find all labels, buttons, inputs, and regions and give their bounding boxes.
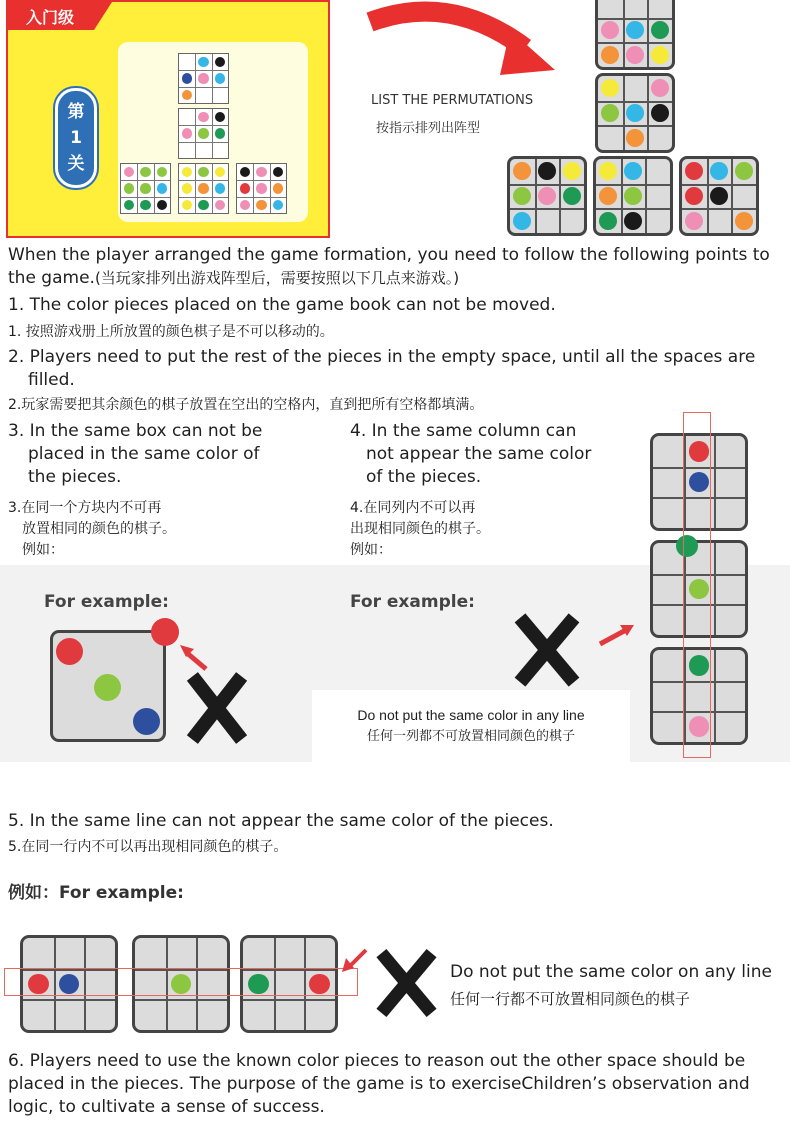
black-piece bbox=[215, 112, 225, 122]
column-highlight bbox=[683, 412, 711, 758]
rule-3-cn-c: 例如： bbox=[22, 542, 64, 558]
rule-5-example-label bbox=[8, 878, 184, 903]
yellow-piece bbox=[182, 200, 192, 210]
cyan-piece bbox=[710, 162, 728, 180]
rule-5-example-en: For example: bbox=[59, 883, 184, 903]
lime-piece bbox=[94, 674, 121, 701]
black-piece bbox=[215, 57, 225, 67]
badge-line-2: 1 bbox=[70, 128, 82, 148]
blue-piece bbox=[133, 708, 160, 735]
rule-2-en-a: 2. Players need to put the rest of the pieces in the empty space, until all the spaces are bbox=[8, 347, 756, 367]
yellow-piece bbox=[651, 46, 669, 64]
pink-piece bbox=[256, 167, 266, 177]
orange-piece bbox=[513, 162, 531, 180]
black-piece bbox=[651, 104, 669, 122]
badge-line-3: 关 bbox=[67, 154, 85, 174]
green-piece bbox=[651, 21, 669, 39]
orange-piece bbox=[273, 183, 283, 193]
pink-piece bbox=[256, 183, 266, 193]
rule-6-a: 6. Players need to use the known color pieces to reason out the other space should be bbox=[8, 1051, 746, 1071]
mini-puzzle-board bbox=[120, 163, 171, 214]
orange-piece bbox=[735, 212, 753, 230]
column-note-cn: 任何一列都不可放置相同颜色的棋子 bbox=[366, 729, 575, 744]
pink-piece bbox=[198, 112, 208, 122]
row-note-en: Do not put the same color on any line bbox=[450, 962, 772, 982]
pink-piece bbox=[124, 167, 134, 177]
pink-piece bbox=[626, 46, 644, 64]
pink-piece bbox=[198, 73, 208, 83]
rule-4-en-b: not appear the same color bbox=[366, 444, 592, 464]
permutations-subtitle: 按指示排列出阵型 bbox=[376, 121, 481, 136]
pink-piece bbox=[601, 21, 619, 39]
rule-3-en-b: placed in the same color of bbox=[28, 444, 260, 464]
green-piece bbox=[124, 200, 134, 210]
cyan-piece bbox=[215, 73, 225, 83]
lime-piece bbox=[735, 162, 753, 180]
cross-mark-icon-column bbox=[508, 612, 588, 688]
yellow-piece bbox=[182, 183, 192, 193]
red-pointer-arrow bbox=[178, 643, 210, 675]
mini-puzzle-board bbox=[178, 53, 229, 104]
cyan-piece bbox=[215, 183, 225, 193]
lime-piece bbox=[124, 183, 134, 193]
green-piece bbox=[599, 212, 617, 230]
rule-5-cn: 5.在同一行内不可以再出现相同颜色的棋子。 bbox=[8, 839, 288, 855]
yellow-piece bbox=[215, 167, 225, 177]
red-piece bbox=[56, 638, 83, 665]
black-piece bbox=[538, 162, 556, 180]
rule-4-cn-a: 4.在同列内不可以再 bbox=[350, 500, 476, 516]
rule-4-cn-c: 例如： bbox=[350, 542, 392, 558]
example-label-right: For example: bbox=[350, 592, 475, 612]
pink-piece bbox=[240, 200, 250, 210]
red-piece bbox=[240, 183, 250, 193]
red-piece bbox=[685, 162, 703, 180]
red-piece bbox=[685, 187, 703, 205]
extra-red-piece bbox=[151, 618, 179, 646]
lime-piece bbox=[601, 104, 619, 122]
permutation-board bbox=[595, 0, 675, 70]
orange-piece bbox=[182, 90, 192, 100]
cyan-piece bbox=[626, 104, 644, 122]
red-pointer-arrow-row bbox=[340, 946, 370, 974]
rule-1-cn: 1. 按照游戏册上所放置的颜色棋子是不可以移动的。 bbox=[8, 324, 334, 340]
rule-4-cn-b: 出现相同颜色的棋子。 bbox=[350, 521, 490, 537]
rule-5-en: 5. In the same line can not appear the same color of the pieces. bbox=[8, 811, 554, 831]
yellow-piece bbox=[601, 79, 619, 97]
level-header-tail bbox=[94, 2, 112, 30]
lime-piece bbox=[624, 187, 642, 205]
cyan-piece bbox=[198, 57, 208, 67]
rule-4-en-c: of the pieces. bbox=[366, 467, 482, 487]
red-curved-arrow bbox=[360, 0, 560, 80]
lime-piece bbox=[140, 183, 150, 193]
row-highlight bbox=[4, 968, 358, 996]
rule-6-c: logic, to cultivate a sense of success. bbox=[8, 1097, 325, 1117]
cyan-piece bbox=[626, 21, 644, 39]
permutations-title: LIST THE PERMUTATIONS bbox=[371, 93, 534, 108]
row-note-cn: 任何一行都不可放置相同颜色的棋子 bbox=[450, 990, 691, 1008]
level-badge bbox=[55, 88, 97, 188]
lime-piece bbox=[157, 167, 167, 177]
mini-puzzle-board bbox=[178, 108, 229, 159]
black-piece bbox=[624, 212, 642, 230]
black-piece bbox=[157, 200, 167, 210]
green-piece bbox=[563, 187, 581, 205]
cyan-piece bbox=[624, 162, 642, 180]
permutation-board bbox=[595, 73, 675, 153]
black-piece bbox=[240, 167, 250, 177]
example-label-left: For example: bbox=[44, 592, 169, 612]
green-piece bbox=[198, 200, 208, 210]
badge-line-1: 第 bbox=[67, 102, 85, 122]
orange-piece bbox=[256, 200, 266, 210]
red-pointer-arrow-column bbox=[596, 622, 636, 650]
rule-5-example-cn: 例如： bbox=[8, 883, 59, 903]
rule-3-cn-b: 放置相同的颜色的棋子。 bbox=[22, 521, 176, 537]
mini-puzzle-board bbox=[236, 163, 287, 214]
rule-2-en-b: filled. bbox=[28, 370, 75, 390]
rule-3-en-c: the pieces. bbox=[28, 467, 122, 487]
cyan-piece bbox=[157, 183, 167, 193]
yellow-piece bbox=[599, 162, 617, 180]
permutation-board bbox=[679, 156, 759, 236]
rule-1-en: 1. The color pieces placed on the game book can not be moved. bbox=[8, 295, 556, 315]
column-note-en: Do not put the same color in any line bbox=[357, 707, 585, 723]
black-piece bbox=[273, 167, 283, 177]
orange-piece bbox=[626, 129, 644, 147]
orange-piece bbox=[599, 187, 617, 205]
intro-cn: (当玩家排列出游戏阵型后，需要按照以下几点来游戏。) bbox=[94, 269, 460, 287]
column-note bbox=[312, 690, 630, 762]
orange-piece bbox=[601, 46, 619, 64]
permutation-board bbox=[507, 156, 587, 236]
rule-6-b: placed in the pieces. The purpose of the game is to exerciseChildren’s observation and bbox=[8, 1074, 750, 1094]
rule-2-cn: 2.玩家需要把其余颜色的棋子放置在空出的空格内，直到把所有空格都填满。 bbox=[8, 397, 484, 413]
pink-piece bbox=[685, 212, 703, 230]
black-piece bbox=[710, 187, 728, 205]
lime-piece bbox=[140, 167, 150, 177]
level-header-label: 入门级 bbox=[26, 8, 75, 27]
lime-piece bbox=[198, 167, 208, 177]
lime-piece bbox=[513, 187, 531, 205]
pink-piece bbox=[182, 128, 192, 138]
cross-mark-icon bbox=[178, 672, 258, 744]
mini-puzzle-board bbox=[178, 163, 229, 214]
rule-4-en-a: 4. In the same column can bbox=[350, 421, 577, 441]
intro-en: When the player arranged the game formation, you need to follow the following points to the game. bbox=[8, 245, 770, 288]
intro-text bbox=[8, 244, 783, 290]
pink-piece bbox=[538, 187, 556, 205]
cyan-piece bbox=[273, 200, 283, 210]
orange-piece bbox=[198, 183, 208, 193]
rule-3-cn-a: 3.在同一个方块内不可再 bbox=[8, 500, 162, 516]
cross-mark-icon-row bbox=[372, 948, 442, 1018]
rule-3-en-a: 3. In the same box can not be bbox=[8, 421, 263, 441]
pink-piece bbox=[651, 79, 669, 97]
lime-piece bbox=[198, 128, 208, 138]
yellow-piece bbox=[563, 162, 581, 180]
box-example-board bbox=[50, 630, 166, 742]
green-piece bbox=[215, 128, 225, 138]
pink-piece bbox=[215, 200, 225, 210]
cyan-piece bbox=[513, 212, 531, 230]
yellow-piece bbox=[182, 167, 192, 177]
permutation-board bbox=[593, 156, 673, 236]
green-piece bbox=[140, 200, 150, 210]
blue-piece bbox=[182, 73, 192, 83]
